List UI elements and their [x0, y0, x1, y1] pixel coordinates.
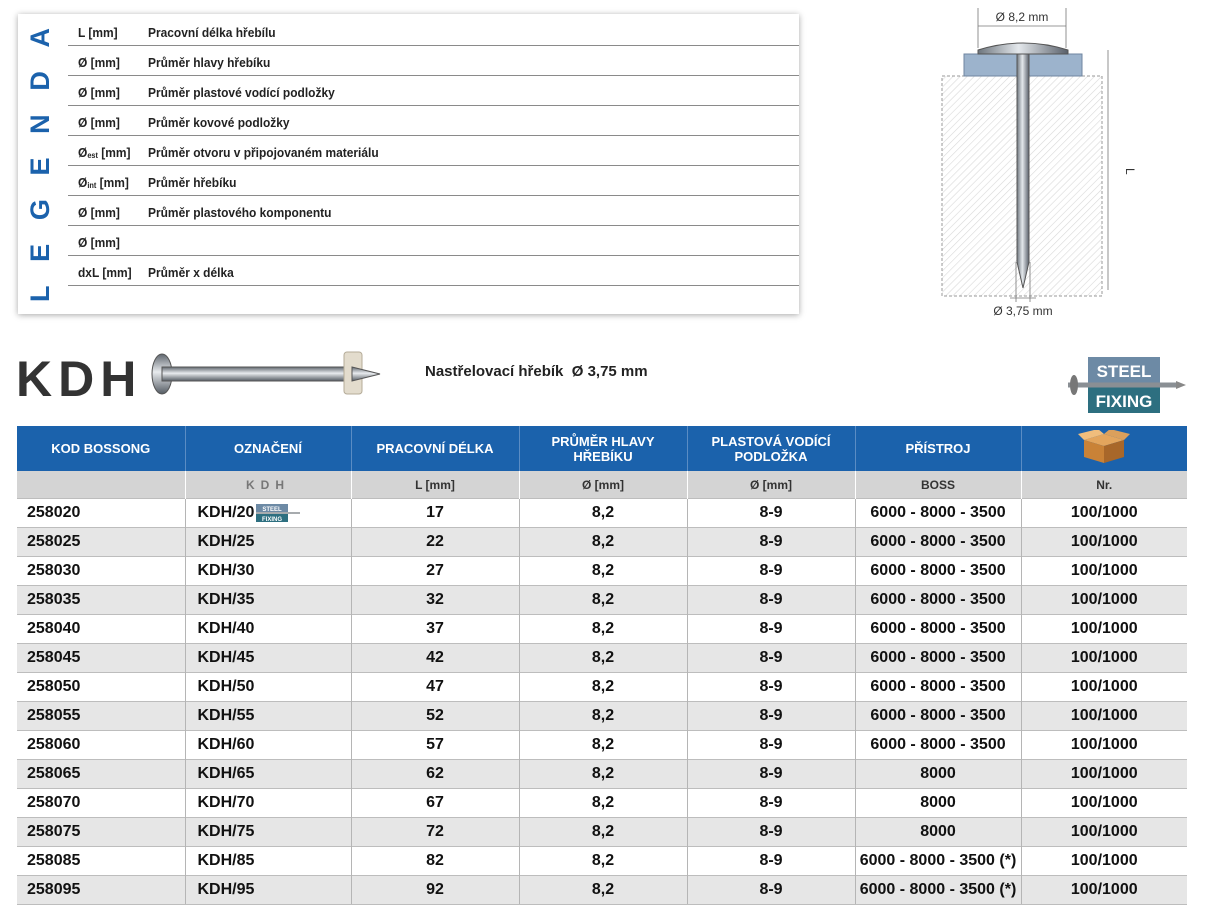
head-diameter-value: 8,2 [591, 823, 615, 840]
length-value: 67 [426, 794, 444, 811]
head-diameter-value: 8,2 [591, 881, 615, 898]
unit-cell: BOSS [855, 471, 1021, 499]
table-row [17, 586, 1187, 615]
pack-value: 100/1000 [1070, 591, 1138, 608]
head-diameter-value: 8,2 [591, 562, 615, 579]
table-row [17, 818, 1187, 847]
legend-symbol [78, 145, 142, 160]
head-diameter-cell [519, 499, 687, 528]
tool-cell [855, 789, 1021, 818]
head-diameter-cell [519, 818, 687, 847]
head-diameter-value: 8,2 [591, 504, 615, 521]
length-value: 82 [426, 852, 444, 869]
logo-top-text: STEEL [1096, 362, 1152, 381]
tool-cell [855, 731, 1021, 760]
legend-symbol-unit: [mm] [97, 145, 131, 160]
logo-bottom-text: FIXING [1095, 392, 1153, 411]
table-row [17, 847, 1187, 876]
tool-cell [855, 876, 1021, 905]
head-diameter-value: 8,2 [591, 533, 615, 550]
table-row [17, 789, 1187, 818]
unit-cell [17, 471, 185, 499]
designation-cell [185, 702, 351, 731]
table-row [17, 760, 1187, 789]
legend-title: LEGENDA [25, 28, 55, 302]
code-cell [17, 644, 185, 673]
washer-cell [687, 731, 855, 760]
legend-row [68, 46, 799, 76]
head-diameter-cell [519, 789, 687, 818]
length-cell [351, 557, 519, 586]
legend-symbol: Ø [mm] [78, 205, 120, 220]
pack-value: 100/1000 [1070, 562, 1138, 579]
table-row [17, 615, 1187, 644]
code-value: 258030 [27, 562, 81, 579]
washer-cell [687, 702, 855, 731]
column-header-label: KOD BOSSONG [51, 441, 151, 456]
length-cell [351, 673, 519, 702]
pack-value: 100/1000 [1070, 794, 1138, 811]
head-diameter-cell [519, 702, 687, 731]
designation-cell [185, 731, 351, 760]
washer-value: 8-9 [759, 533, 783, 550]
pack-cell [1021, 876, 1187, 905]
washer-value: 8-9 [759, 620, 783, 637]
designation-value: KDH/45 [197, 649, 255, 666]
column-header [351, 426, 519, 471]
pack-value: 100/1000 [1070, 620, 1138, 637]
head-diameter-label: Ø 8,2 mm [995, 10, 1049, 24]
designation-value: KDH/55 [197, 707, 255, 724]
washer-cell [687, 818, 855, 847]
code-cell [17, 847, 185, 876]
designation-cell [185, 876, 351, 905]
length-cell [351, 615, 519, 644]
pack-cell [1021, 644, 1187, 673]
washer-cell [687, 586, 855, 615]
legend-row [68, 106, 799, 136]
column-header [185, 426, 351, 471]
head-diameter-cell [519, 557, 687, 586]
legend-symbol-unit: [mm] [96, 175, 129, 190]
head-diameter-value: 8,2 [591, 852, 615, 869]
tool-value: 6000 - 8000 - 3500 [870, 504, 1006, 521]
code-cell [17, 731, 185, 760]
legend-vertical-title [18, 14, 68, 314]
length-cell [351, 499, 519, 528]
code-cell [17, 528, 185, 557]
table-row [17, 876, 1187, 905]
washer-cell [687, 876, 855, 905]
table-row [17, 557, 1187, 586]
head-diameter-value: 8,2 [591, 591, 615, 608]
tool-cell [855, 615, 1021, 644]
column-header [687, 426, 855, 471]
designation-cell [185, 499, 351, 528]
code-value: 258045 [27, 649, 81, 666]
head-diameter-value: 8,2 [591, 794, 615, 811]
pack-cell [1021, 731, 1187, 760]
column-header-label: PLASTOVÁ VODÍCÍ PODLOŽKA [711, 433, 831, 464]
designation-value: KDH/40 [197, 620, 255, 637]
tool-cell [855, 499, 1021, 528]
code-value: 258040 [27, 620, 81, 637]
column-header-label: OZNAČENÍ [234, 441, 302, 456]
code-value: 258065 [27, 765, 81, 782]
length-value: 62 [426, 765, 444, 782]
pack-value: 100/1000 [1070, 765, 1138, 782]
designation-value: KDH/95 [197, 881, 255, 898]
designation-value: KDH/65 [197, 765, 255, 782]
designation-value: KDH/75 [197, 823, 255, 840]
head-diameter-cell [519, 673, 687, 702]
washer-value: 8-9 [759, 504, 783, 521]
washer-cell [687, 557, 855, 586]
tool-cell [855, 557, 1021, 586]
legend-symbol: L [mm] [78, 25, 118, 40]
length-value: 47 [426, 678, 444, 695]
pack-cell [1021, 847, 1187, 876]
table-row [17, 644, 1187, 673]
table-row [17, 499, 1187, 528]
column-header [855, 426, 1021, 471]
length-cell [351, 586, 519, 615]
length-cell [351, 789, 519, 818]
tool-value: 8000 [920, 765, 956, 782]
head-diameter-cell [519, 528, 687, 557]
tool-value: 6000 - 8000 - 3500 [870, 620, 1006, 637]
code-value: 258075 [27, 823, 81, 840]
column-header-label: PŘÍSTROJ [905, 441, 971, 456]
legend-title-graphic [18, 14, 68, 314]
tool-cell [855, 673, 1021, 702]
tool-value: 6000 - 8000 - 3500 (*) [859, 852, 1017, 869]
code-cell [17, 615, 185, 644]
legend-row [68, 136, 799, 166]
washer-value: 8-9 [759, 765, 783, 782]
code-cell [17, 876, 185, 905]
washer-value: 8-9 [759, 823, 783, 840]
legend-description: Průměr hlavy hřebíku [148, 55, 271, 70]
pack-value: 100/1000 [1070, 649, 1138, 666]
length-value: 17 [426, 504, 444, 521]
legend-rows [68, 16, 799, 286]
unit-cell: L [mm] [351, 471, 519, 499]
tool-value: 6000 - 8000 - 3500 [870, 736, 1006, 753]
code-value: 258050 [27, 678, 81, 695]
pack-value: 100/1000 [1070, 823, 1138, 840]
washer-value: 8-9 [759, 794, 783, 811]
steel-fixing-logo [1068, 355, 1186, 420]
length-value: 27 [426, 562, 444, 579]
length-value: 32 [426, 591, 444, 608]
head-diameter-value: 8,2 [591, 736, 615, 753]
designation-value: KDH/60 [197, 736, 255, 753]
legend-description: Průměr otvoru v připojovaném materiálu [148, 145, 379, 160]
column-header [519, 426, 687, 471]
head-diameter-value: 8,2 [591, 707, 615, 724]
pack-cell [1021, 789, 1187, 818]
length-cell [351, 528, 519, 557]
pack-value: 100/1000 [1070, 533, 1138, 550]
designation-cell [185, 818, 351, 847]
pack-cell [1021, 499, 1187, 528]
legend-symbol-subscript: est [87, 151, 98, 160]
length-value: 37 [426, 620, 444, 637]
washer-value: 8-9 [759, 881, 783, 898]
washer-cell [687, 673, 855, 702]
pack-cell [1021, 760, 1187, 789]
washer-value: 8-9 [759, 649, 783, 666]
legend-row [68, 226, 799, 256]
table-body [17, 499, 1187, 905]
designation-cell [185, 644, 351, 673]
length-value: 22 [426, 533, 444, 550]
column-header-label: PRŮMĚR HLAVY HŘEBÍKU [551, 433, 655, 464]
code-value: 258095 [27, 881, 81, 898]
designation-cell [185, 557, 351, 586]
tool-cell [855, 586, 1021, 615]
svg-text:FIXING: FIXING [262, 516, 283, 522]
product-name: KDH [16, 351, 143, 407]
pack-value: 100/1000 [1070, 881, 1138, 898]
legend-description: Průměr x délka [148, 265, 234, 280]
designation-value: KDH/20 [197, 504, 255, 522]
head-diameter-value: 8,2 [591, 620, 615, 637]
legend-symbol: Ø [mm] [78, 55, 120, 70]
pack-cell [1021, 702, 1187, 731]
length-value: 92 [426, 881, 444, 898]
legend-symbol: Ø [mm] [78, 235, 120, 250]
washer-cell [687, 847, 855, 876]
tool-cell [855, 847, 1021, 876]
designation-value: KDH/35 [197, 591, 255, 608]
legend-description: Pracovní délka hřebílu [148, 25, 276, 40]
washer-value: 8-9 [759, 678, 783, 695]
product-table [17, 426, 1187, 905]
tool-value: 6000 - 8000 - 3500 [870, 591, 1006, 608]
designation-cell [185, 760, 351, 789]
code-value: 258035 [27, 591, 81, 608]
pack-cell [1021, 528, 1187, 557]
washer-cell [687, 615, 855, 644]
designation-cell [185, 673, 351, 702]
washer-value: 8-9 [759, 562, 783, 579]
head-diameter-value: 8,2 [591, 649, 615, 666]
legend-row [68, 196, 799, 226]
legend-row [68, 76, 799, 106]
designation-value: KDH/85 [197, 852, 255, 869]
designation-value: KDH/30 [197, 562, 255, 579]
legend-symbol: Ø [mm] [78, 115, 120, 130]
washer-cell [687, 528, 855, 557]
unit-cell: Ø [mm] [687, 471, 855, 499]
legend-symbol-main: Ø [78, 145, 88, 160]
table-header-row [17, 426, 1187, 471]
designation-cell [185, 789, 351, 818]
length-cell [351, 702, 519, 731]
washer-cell [687, 644, 855, 673]
tool-cell [855, 528, 1021, 557]
legend-row [68, 256, 799, 286]
column-header-label: PRACOVNÍ DÉLKA [376, 441, 494, 456]
designation-value: KDH/70 [197, 794, 255, 811]
washer-value: 8-9 [759, 852, 783, 869]
washer-cell [687, 760, 855, 789]
pack-value: 100/1000 [1070, 504, 1138, 521]
pack-cell [1021, 586, 1187, 615]
product-subtitle: Nastřelovací hřebík Ø 3,75 mm [425, 363, 648, 380]
code-value: 258060 [27, 736, 81, 753]
length-cell [351, 644, 519, 673]
code-cell [17, 818, 185, 847]
pack-cell [1021, 557, 1187, 586]
pack-value: 100/1000 [1070, 707, 1138, 724]
unit-cell: Ø [mm] [519, 471, 687, 499]
length-value: 57 [426, 736, 444, 753]
table-row [17, 731, 1187, 760]
length-cell [351, 731, 519, 760]
table-row [17, 673, 1187, 702]
code-cell [17, 702, 185, 731]
column-header [17, 426, 185, 471]
length-cell [351, 847, 519, 876]
length-cell [351, 876, 519, 905]
tool-value: 6000 - 8000 - 3500 [870, 678, 1006, 695]
legend-description: Průměr kovové podložky [148, 115, 290, 130]
tool-value: 6000 - 8000 - 3500 (*) [859, 881, 1017, 898]
pack-cell [1021, 615, 1187, 644]
legend-symbol-subscript: int [87, 181, 97, 190]
length-value: 52 [426, 707, 444, 724]
designation-cell [185, 847, 351, 876]
head-diameter-cell [519, 760, 687, 789]
legend-description: Průměr plastové vodící podložky [148, 85, 335, 100]
code-value: 258020 [27, 504, 81, 521]
code-value: 258085 [27, 852, 81, 869]
designation-value: KDH/25 [197, 533, 255, 550]
code-cell [17, 586, 185, 615]
code-value: 258055 [27, 707, 81, 724]
head-diameter-cell [519, 644, 687, 673]
legend-row [68, 166, 799, 196]
legend-symbol: Ø [mm] [78, 85, 120, 100]
head-diameter-cell [519, 615, 687, 644]
code-value: 258070 [27, 794, 81, 811]
tool-value: 6000 - 8000 - 3500 [870, 562, 1006, 579]
tool-cell [855, 644, 1021, 673]
head-diameter-cell [519, 731, 687, 760]
code-cell [17, 499, 185, 528]
tool-cell [855, 818, 1021, 847]
nail-cross-section-diagram [930, 0, 1180, 325]
designation-cell [185, 615, 351, 644]
head-diameter-cell [519, 586, 687, 615]
length-value: 72 [426, 823, 444, 840]
length-label: L [1123, 168, 1137, 175]
head-diameter-value: 8,2 [591, 678, 615, 695]
washer-value: 8-9 [759, 736, 783, 753]
length-value: 42 [426, 649, 444, 666]
tool-cell [855, 760, 1021, 789]
table-row [17, 528, 1187, 557]
washer-cell [687, 499, 855, 528]
pack-value: 100/1000 [1070, 852, 1138, 869]
length-cell [351, 818, 519, 847]
code-cell [17, 760, 185, 789]
shank-diameter-label: Ø 3,75 mm [993, 304, 1053, 318]
head-diameter-value: 8,2 [591, 765, 615, 782]
washer-value: 8-9 [759, 591, 783, 608]
designation-value: KDH/50 [197, 678, 255, 695]
tool-value: 6000 - 8000 - 3500 [870, 533, 1006, 550]
legend-description: Průměr hřebíku [148, 175, 237, 190]
tool-value: 6000 - 8000 - 3500 [870, 649, 1006, 666]
nail-icon [148, 350, 398, 401]
legend-description: Průměr plastového komponentu [148, 205, 332, 220]
pack-value: 100/1000 [1070, 736, 1138, 753]
column-header-package [1021, 426, 1187, 471]
code-cell [17, 673, 185, 702]
washer-cell [687, 789, 855, 818]
head-diameter-cell [519, 876, 687, 905]
pack-value: 100/1000 [1070, 678, 1138, 695]
pack-cell [1021, 673, 1187, 702]
pack-cell [1021, 818, 1187, 847]
unit-cell: KDH [185, 471, 351, 499]
tool-value: 8000 [920, 823, 956, 840]
legend-symbol-main: Ø [78, 175, 88, 190]
unit-cell: Nr. [1021, 471, 1187, 499]
svg-text:STEEL: STEEL [262, 506, 283, 513]
tool-cell [855, 702, 1021, 731]
diagram-graphic [930, 0, 1180, 325]
legend-symbol [78, 175, 142, 190]
designation-cell [185, 586, 351, 615]
washer-value: 8-9 [759, 707, 783, 724]
code-cell [17, 557, 185, 586]
legend-panel [18, 14, 799, 314]
steel-fixing-mini-logo [256, 504, 300, 522]
cardboard-box-icon [1078, 430, 1130, 464]
legend-symbol: dxL [mm] [78, 265, 132, 280]
tool-value: 8000 [920, 794, 956, 811]
designation-cell [185, 528, 351, 557]
legend-row [68, 16, 799, 46]
code-value: 258025 [27, 533, 81, 550]
table-row [17, 702, 1187, 731]
tool-value: 6000 - 8000 - 3500 [870, 707, 1006, 724]
length-cell [351, 760, 519, 789]
code-cell [17, 789, 185, 818]
table-unit-row [17, 471, 1187, 499]
head-diameter-cell [519, 847, 687, 876]
